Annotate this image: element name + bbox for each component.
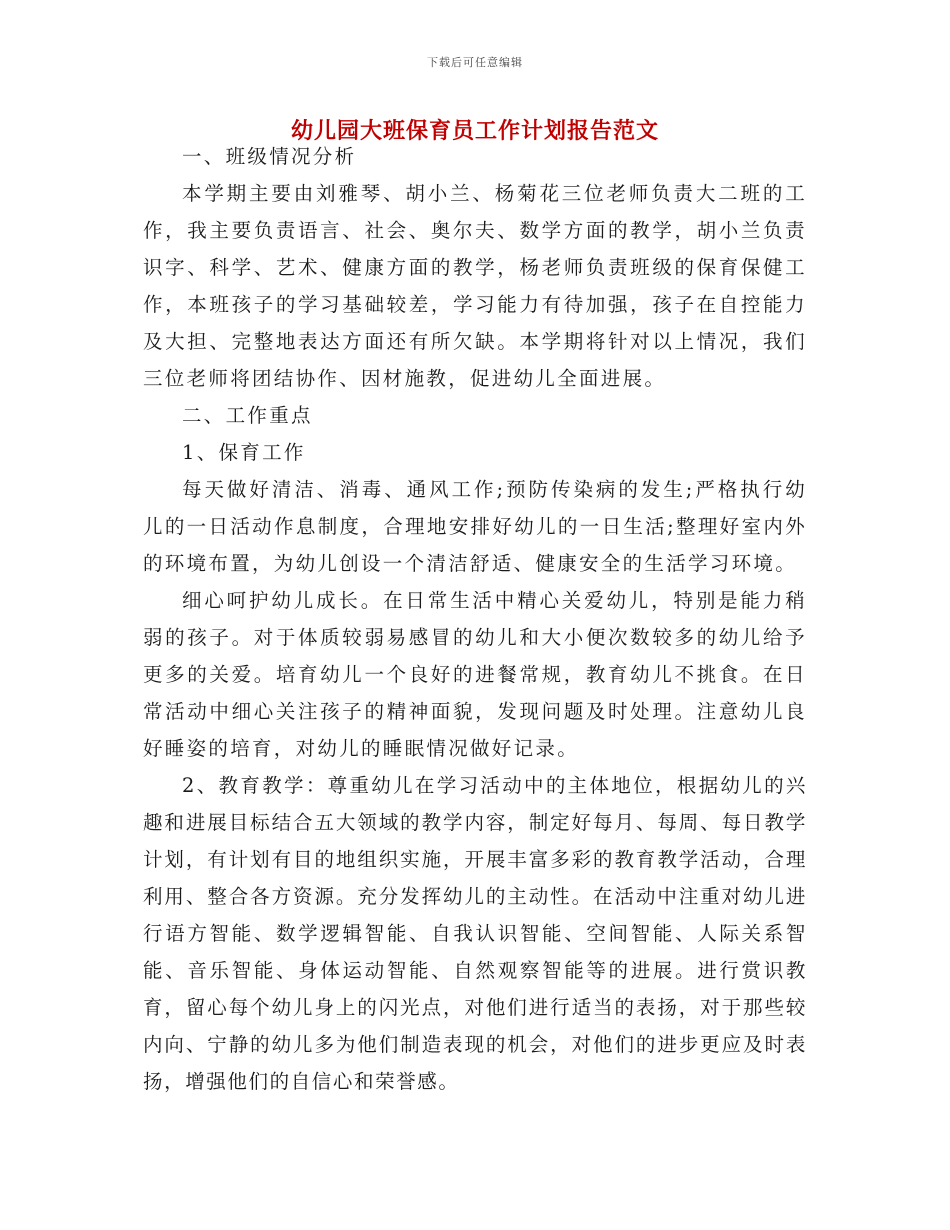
paragraph-class-analysis: 本学期主要由刘雅琴、胡小兰、杨菊花三位老师负责大二班的工作，我主要负责语言、社会、奥尔夫、数学方面的教学，胡小兰负责识字、科学、艺术、健康方面的教学，杨老师负责班级的保育保健工作，本班孩子的学习基础较差，学习能力有待加强，孩子在自控能力及大担、完整地表达方面还有所欠缺。本学期将针对以上情况，我们三位老师将团结协作、因材施教，促进幼儿全面进展。	[143, 182, 807, 390]
paragraph-attentive-care: 细心呵护幼儿成长。在日常生活中精心关爱幼儿，特别是能力稍弱的孩子。对于体质较弱易感冒的幼儿和大小便次数较多的幼儿给予更多的关爱。培育幼儿一个良好的进餐常规，教育幼儿不挑食。在日常活动中细心关注孩子的精神面貌，发现问题及时处理。注意幼儿良好睡姿的培育，对幼儿的睡眠情况做好记录。	[143, 589, 807, 760]
document-body	[143, 138, 807, 1100]
section-heading-work-focus: 二、工作重点	[182, 404, 313, 427]
section-heading-class-analysis: 一、班级情况分析	[182, 145, 357, 168]
document-title: 幼儿园大班保育员工作计划报告范文	[290, 118, 659, 144]
subheading-care-work: 1、保育工作	[182, 441, 306, 464]
header-note: 下载后可任意编辑	[427, 56, 523, 69]
paragraph-education-teaching: 2、教育教学：尊重幼儿在学习活动中的主体地位，根据幼儿的兴趣和进展目标结合五大领域的教学内容，制定好每月、每周、每日教学计划，有计划有目的地组织实施，开展丰富多彩的教育教学活动，合理利用、整合各方资源。充分发挥幼儿的主动性。在活动中注重对幼儿进行语方智能、数学逻辑智能、自我认识智能、空间智能、人际关系智能、音乐智能、身体运动智能、自然观察智能等的进展。进行赏识教育，留心每个幼儿身上的闪光点，对他们进行适当的表扬，对于那些较内向、宁静的幼儿多为他们制造表现的机会，对他们的进步更应及时表扬，增强他们的自信心和荣誉感。	[143, 774, 807, 1093]
paragraph-daily-care: 每天做好清洁、消毒、通风工作;预防传染病的发生;严格执行幼儿的一日活动作息制度，合理地安排好幼儿的一日生活;整理好室内外的环境布置，为幼儿创设一个清洁舒适、健康安全的生活学习环境。	[143, 478, 807, 575]
